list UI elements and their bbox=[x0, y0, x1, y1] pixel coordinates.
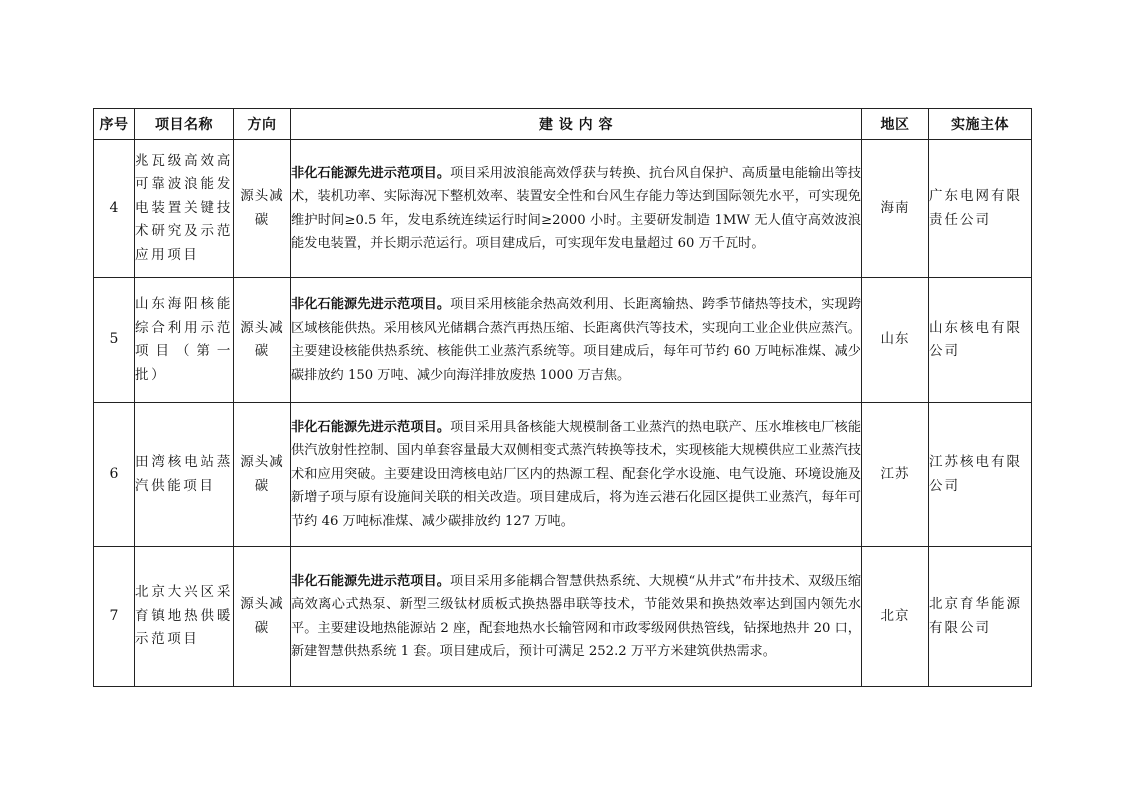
content-body: 项目采用多能耦合智慧供热系统、大规模“从井式”布井技术、双级压缩高效离心式热泵、新型三级钛材质板式换热器串联等技术，节能效果和换热效率达到国内领先水平。主要建设地热能源站 2 座，配套地热水长输管网和市政零级网供热管线，钻探地热井 20 口，新建智慧供热系统 1 套。项目建成后，预计可满足 252.2 万平方米建筑供热需求。 bbox=[291, 573, 862, 659]
table-row bbox=[94, 547, 1032, 687]
project-name: 田湾核电站蒸汽供能项目 bbox=[135, 403, 234, 547]
project-region: 江苏 bbox=[862, 403, 929, 547]
content-lead: 非化石能源先进示范项目。 bbox=[291, 573, 450, 589]
project-direction: 源头减碳 bbox=[234, 403, 291, 547]
project-name: 北京大兴区采育镇地热供暖示范项目 bbox=[135, 547, 234, 687]
header-name: 项目名称 bbox=[135, 109, 234, 140]
project-region: 山东 bbox=[862, 278, 929, 403]
project-content bbox=[291, 403, 862, 547]
project-region: 北京 bbox=[862, 547, 929, 687]
project-content bbox=[291, 547, 862, 687]
projects-table bbox=[93, 108, 1032, 687]
project-name: 山东海阳核能综合利用示范项目（第一批） bbox=[135, 278, 234, 403]
project-org: 广东电网有限责任公司 bbox=[929, 140, 1032, 278]
header-region: 地区 bbox=[862, 109, 929, 140]
project-org: 江苏核电有限公司 bbox=[929, 403, 1032, 547]
row-number: 5 bbox=[94, 278, 135, 403]
content-body: 项目采用波浪能高效俘获与转换、抗台风自保护、高质量电能输出等技术，装机功率、实际海况下整机效率、装置安全性和台风生存能力等达到国际领先水平，可实现免维护时间≥0.5 年，发电系统连续运行时间≥2000 小时。主要研发制造 1MW 无人值守高效波浪能发电装置，并长期示范运行。项目建成后，可实现年发电量超过 60 万千瓦时。 bbox=[291, 165, 862, 251]
project-org: 北京育华能源有限公司 bbox=[929, 547, 1032, 687]
header-direction: 方向 bbox=[234, 109, 291, 140]
header-content: 建 设 内 容 bbox=[291, 109, 862, 140]
table-row bbox=[94, 278, 1032, 403]
header-org: 实施主体 bbox=[929, 109, 1032, 140]
project-direction: 源头减碳 bbox=[234, 278, 291, 403]
row-number: 7 bbox=[94, 547, 135, 687]
content-body: 项目采用具备核能大规模制备工业蒸汽的热电联产、压水堆核电厂核能供汽放射性控制、国内单套容量最大双侧相变式蒸汽转换等技术，实现核能大规模供应工业蒸汽技术和应用突破。主要建设田湾核电站厂区内的热源工程、配套化学水设施、电气设施、环境设施及新增子项与原有设施间关联的相关改造。项目建成后，将为连云港石化园区提供工业蒸汽，每年可节约 46 万吨标准煤、减少碳排放约 127 万吨。 bbox=[291, 419, 862, 529]
row-number: 4 bbox=[94, 140, 135, 278]
project-org: 山东核电有限公司 bbox=[929, 278, 1032, 403]
table-header-row bbox=[94, 109, 1032, 140]
project-direction: 源头减碳 bbox=[234, 140, 291, 278]
project-content bbox=[291, 140, 862, 278]
table-row bbox=[94, 403, 1032, 547]
project-direction: 源头减碳 bbox=[234, 547, 291, 687]
content-lead: 非化石能源先进示范项目。 bbox=[291, 297, 451, 312]
project-name: 兆瓦级高效高可靠波浪能发电装置关键技术研究及示范应用项目 bbox=[135, 140, 234, 278]
content-lead: 非化石能源先进示范项目。 bbox=[291, 419, 451, 435]
content-body: 项目采用核能余热高效利用、长距离输热、跨季节储热等技术，实现跨区域核能供热。采用核风光储耦合蒸汽再热压缩、长距离供汽等技术，实现向工业企业供应蒸汽。主要建设核能供热系统、核能供工业蒸汽系统等。项目建成后，每年可节约 60 万吨标准煤、减少碳排放约 150 万吨、减少向海洋排放废热 1000 万吉焦。 bbox=[291, 297, 862, 383]
project-region: 海南 bbox=[862, 140, 929, 278]
header-no: 序号 bbox=[94, 109, 135, 140]
row-number: 6 bbox=[94, 403, 135, 547]
project-content bbox=[291, 278, 862, 403]
content-lead: 非化石能源先进示范项目。 bbox=[291, 165, 451, 181]
table-row bbox=[94, 140, 1032, 278]
